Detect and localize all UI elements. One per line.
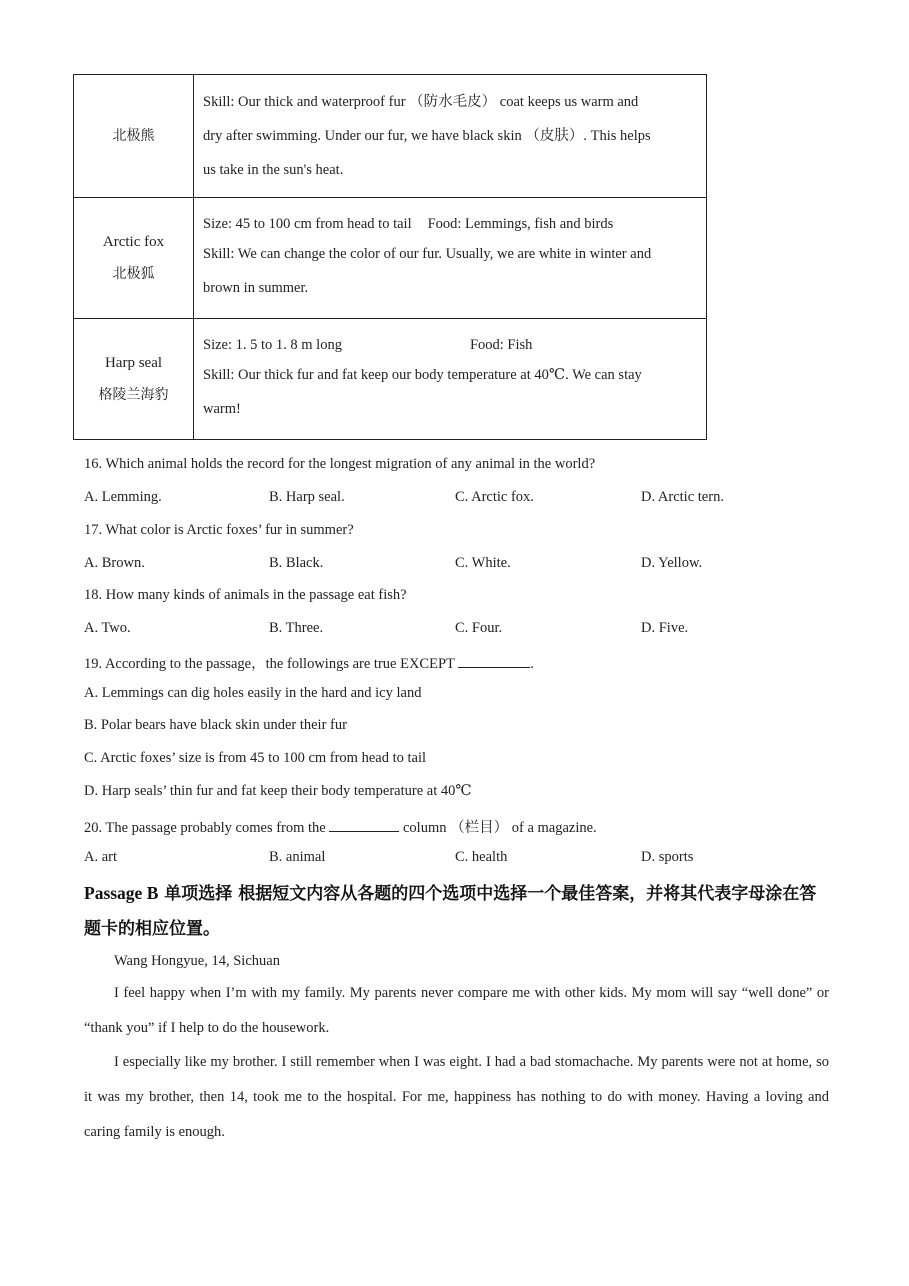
options-row xyxy=(84,620,844,640)
option-d[interactable]: D. Harp seals’ thin fur and fat keep their body temperature at 40℃ xyxy=(84,783,472,799)
info-line: Skill: We can change the color of our fur. Usually, we are white in winter and xyxy=(203,246,652,262)
info-line: warm! xyxy=(203,401,241,417)
option-c[interactable]: C. Arctic foxes’ size is from 45 to 100 cm from head to tail xyxy=(84,750,427,766)
size-food-line xyxy=(203,332,698,358)
animal-name-cell xyxy=(74,319,194,440)
info-line: Skill: Our thick and waterproof fur （防水毛皮） coat keeps us warm and xyxy=(203,94,639,110)
size-food-line xyxy=(203,211,698,237)
answer-blank[interactable] xyxy=(458,654,530,668)
heading-english: Passage B xyxy=(84,883,159,903)
option-a[interactable]: A. Brown. xyxy=(84,555,145,571)
stem-text: 19. According to the passage，the followings are true EXCEPT xyxy=(84,656,455,672)
question-stem: 18. How many kinds of animals in the passage eat fish? xyxy=(84,587,407,603)
options-row xyxy=(84,849,844,869)
author-line: Wang Hongyue, 14, Sichuan xyxy=(114,953,280,969)
animal-name-cn: 格陵兰海豹 xyxy=(98,387,169,403)
size-text: Size: 1. 5 to 1. 8 m long xyxy=(203,337,342,353)
food-text: Food: Lemmings, fish and birds xyxy=(427,216,614,232)
option-d[interactable]: D. sports xyxy=(641,849,694,865)
animal-info-cell xyxy=(194,75,707,198)
animal-name-cn: 北极狐 xyxy=(112,266,155,282)
info-line: dry after swimming. Under our fur, we have black skin （皮肤）. This helps xyxy=(203,128,651,144)
question-stem: 17. What color is Arctic foxes’ fur in summer? xyxy=(84,522,354,538)
answer-blank[interactable] xyxy=(329,818,399,832)
paragraph-text: I feel happy when I’m with my family. My parents never compare me with other kids. My mom will say “well done” or “thank you” if I help to do the housework. xyxy=(84,985,829,1036)
info-line: brown in summer. xyxy=(203,280,309,296)
passage-b-heading xyxy=(84,876,829,947)
animal-name-en: Arctic fox xyxy=(102,234,165,250)
options-row xyxy=(84,489,844,509)
option-c[interactable]: C. health xyxy=(455,849,508,865)
question-stem: 16. Which animal holds the record for the longest migration of any animal in the world? xyxy=(84,456,596,472)
passage-paragraph-2 xyxy=(84,1045,829,1150)
option-d[interactable]: D. Five. xyxy=(641,620,689,636)
option-c[interactable]: C. Four. xyxy=(455,620,503,636)
animal-name-en: Harp seal xyxy=(104,355,163,371)
passage-paragraph-1 xyxy=(84,976,829,1046)
table-row-polar-bear xyxy=(74,75,707,198)
option-b[interactable]: B. Harp seal. xyxy=(269,489,345,505)
animal-name-cell xyxy=(74,75,194,198)
animal-info-cell xyxy=(194,319,707,440)
option-c[interactable]: C. Arctic fox. xyxy=(455,489,534,505)
stem-text-end: column （栏目） of a magazine. xyxy=(403,820,597,836)
question-stem xyxy=(84,652,534,673)
option-a[interactable]: A. Lemmings can dig holes easily in the hard and icy land xyxy=(84,685,422,701)
option-b[interactable]: B. Polar bears have black skin under their fur xyxy=(84,717,347,733)
animal-skills-table xyxy=(73,74,707,440)
stem-text-end: . xyxy=(530,656,534,672)
heading-instructions: 单项选择 根据短文内容从各题的四个选项中选择一个最佳答案，并将其代表字母涂在答题卡的相应位置。 xyxy=(84,884,817,939)
option-a[interactable]: A. Lemming. xyxy=(84,489,162,505)
passage-author xyxy=(84,944,829,979)
table-row-harp-seal xyxy=(74,319,707,440)
option-a[interactable]: A. Two. xyxy=(84,620,131,636)
options-row xyxy=(84,555,844,575)
option-d[interactable]: D. Arctic tern. xyxy=(641,489,724,505)
food-text: Food: Fish xyxy=(469,337,533,353)
question-stem xyxy=(84,816,597,837)
option-d[interactable]: D. Yellow. xyxy=(641,555,703,571)
option-b[interactable]: B. Black. xyxy=(269,555,324,571)
paragraph-text: I especially like my brother. I still remember when I was eight. I had a bad stomachache. My parents were not at home, so it was my brother, then 14, took me to the hospital. For me, happiness has nothing to do with money. Having a loving and caring family is enough. xyxy=(84,1054,829,1140)
option-a[interactable]: A. art xyxy=(84,849,118,865)
animal-name-cell xyxy=(74,198,194,319)
size-text: Size: 45 to 100 cm from head to tail xyxy=(203,216,412,232)
table-row-arctic-fox xyxy=(74,198,707,319)
option-b[interactable]: B. Three. xyxy=(269,620,324,636)
info-line: Skill: Our thick fur and fat keep our body temperature at 40℃. We can stay xyxy=(203,367,642,383)
animal-name-cn: 北极熊 xyxy=(112,128,155,144)
info-line: us take in the sun's heat. xyxy=(203,162,344,178)
option-c[interactable]: C. White. xyxy=(455,555,511,571)
option-b[interactable]: B. animal xyxy=(269,849,326,865)
animal-info-cell xyxy=(194,198,707,319)
stem-text: 20. The passage probably comes from the xyxy=(84,820,326,836)
